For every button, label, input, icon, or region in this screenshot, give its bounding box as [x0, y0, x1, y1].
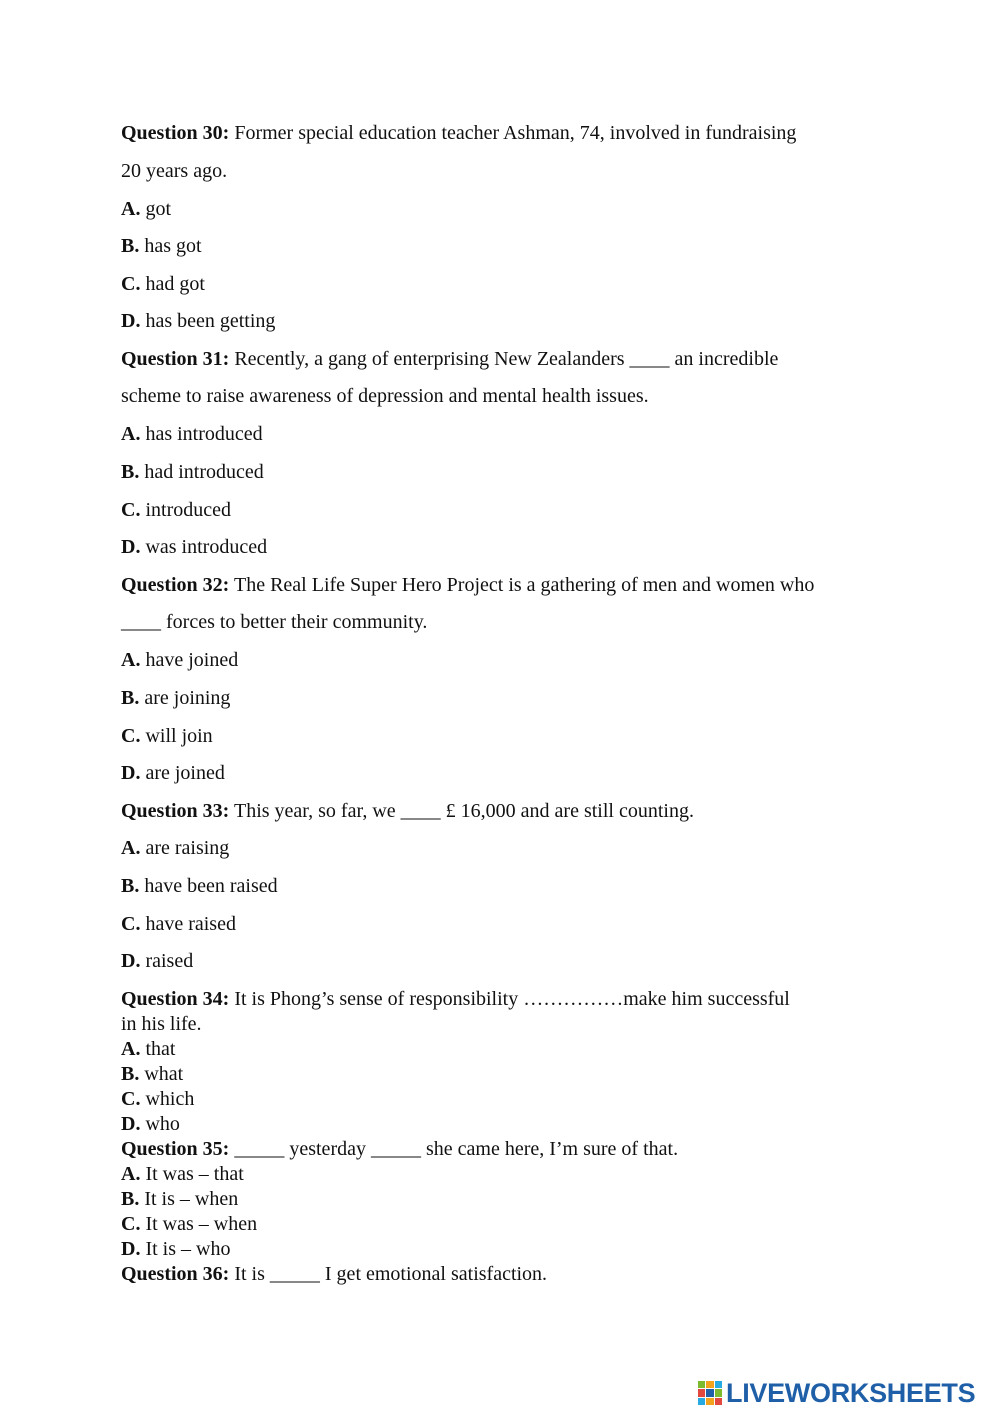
liveworksheets-logo[interactable]	[698, 1378, 975, 1408]
option-letter: D.	[121, 762, 141, 784]
option-letter: B.	[121, 1063, 140, 1085]
option-text: have joined	[140, 649, 239, 671]
liveworksheets-grid-icon	[698, 1381, 722, 1405]
option-letter: C.	[121, 499, 141, 521]
question-label: Question 35:	[121, 1138, 230, 1160]
option-b[interactable]	[121, 686, 230, 710]
option-letter: D.	[121, 950, 141, 972]
question-text: It is Phong’s sense of responsibility ……………make him successful	[229, 988, 790, 1010]
option-text: which	[140, 1088, 195, 1110]
question-text: ____ forces to better their community.	[121, 611, 428, 633]
question-34-line1	[121, 987, 790, 1011]
option-letter: B.	[121, 235, 140, 257]
option-letter: A.	[121, 649, 141, 671]
question-32-line2	[121, 610, 427, 634]
question-text: 20 years ago.	[121, 160, 228, 182]
option-d[interactable]	[121, 309, 275, 333]
question-32-line1	[121, 573, 814, 597]
option-letter: B.	[121, 1188, 140, 1210]
option-a[interactable]	[121, 1162, 244, 1186]
option-text: introduced	[140, 499, 231, 521]
option-text: was introduced	[140, 536, 268, 558]
option-letter: B.	[121, 687, 140, 709]
option-b[interactable]	[121, 234, 202, 258]
option-text: It is – when	[139, 1188, 239, 1210]
option-d[interactable]	[121, 1237, 230, 1261]
question-33-line1	[121, 799, 694, 823]
option-letter: A.	[121, 837, 141, 859]
question-label: Question 33:	[121, 800, 230, 822]
option-c[interactable]	[121, 1212, 257, 1236]
option-letter: D.	[121, 310, 141, 332]
question-36-line1	[121, 1262, 547, 1286]
question-text: It is _____ I get emotional satisfaction.	[229, 1263, 548, 1285]
question-31-line2	[121, 384, 649, 408]
option-letter: C.	[121, 913, 141, 935]
option-b[interactable]	[121, 1187, 238, 1211]
option-letter: C.	[121, 1088, 141, 1110]
option-text: raised	[140, 950, 194, 972]
option-text: have raised	[140, 913, 236, 935]
logo-text: LIVEWORKSHEETS	[726, 1378, 976, 1408]
option-c[interactable]	[121, 272, 205, 296]
option-c[interactable]	[121, 724, 213, 748]
option-text: has been getting	[140, 310, 276, 332]
option-text: had introduced	[139, 461, 264, 483]
question-35-line1	[121, 1137, 678, 1161]
option-text: had got	[140, 273, 205, 295]
option-b[interactable]	[121, 1062, 183, 1086]
option-letter: A.	[121, 1038, 141, 1060]
option-text: It was – when	[140, 1213, 258, 1235]
option-c[interactable]	[121, 1087, 194, 1111]
option-c[interactable]	[121, 498, 231, 522]
question-31-line1	[121, 347, 778, 371]
question-text: _____ yesterday _____ she came here, I’m sure of that.	[229, 1138, 679, 1160]
option-text: are joined	[140, 762, 225, 784]
option-letter: A.	[121, 1163, 141, 1185]
question-text: scheme to raise awareness of depression and mental health issues.	[121, 385, 649, 407]
question-label: Question 31:	[121, 348, 230, 370]
option-d[interactable]	[121, 1112, 180, 1136]
option-text: what	[139, 1063, 184, 1085]
option-a[interactable]	[121, 836, 229, 860]
question-30-line2	[121, 159, 227, 183]
option-text: are raising	[140, 837, 230, 859]
option-text: got	[140, 198, 172, 220]
option-a[interactable]	[121, 648, 238, 672]
question-text: Recently, a gang of enterprising New Zealanders ____ an incredible	[229, 348, 779, 370]
option-text: It was – that	[140, 1163, 244, 1185]
option-a[interactable]	[121, 197, 171, 221]
question-text: in his life.	[121, 1013, 202, 1035]
option-text: has got	[139, 235, 202, 257]
option-d[interactable]	[121, 761, 225, 785]
option-a[interactable]	[121, 1037, 175, 1061]
option-text: who	[140, 1113, 180, 1135]
option-letter: C.	[121, 725, 141, 747]
option-letter: A.	[121, 198, 141, 220]
question-30-line1	[121, 121, 796, 145]
option-letter: B.	[121, 461, 140, 483]
option-letter: A.	[121, 423, 141, 445]
question-label: Question 30:	[121, 122, 230, 144]
option-letter: C.	[121, 273, 141, 295]
question-34-line2	[121, 1012, 202, 1036]
option-letter: D.	[121, 1238, 141, 1260]
option-text: It is – who	[140, 1238, 231, 1260]
question-text: Former special education teacher Ashman, 74, involved in fundraising	[229, 122, 797, 144]
option-letter: D.	[121, 536, 141, 558]
question-text: This year, so far, we ____ £ 16,000 and are still counting.	[229, 800, 694, 822]
question-label: Question 36:	[121, 1263, 230, 1285]
option-a[interactable]	[121, 422, 263, 446]
option-letter: D.	[121, 1113, 141, 1135]
option-c[interactable]	[121, 912, 236, 936]
option-d[interactable]	[121, 535, 267, 559]
question-label: Question 34:	[121, 988, 230, 1010]
question-text: The Real Life Super Hero Project is a gathering of men and women who	[229, 574, 815, 596]
option-text: that	[140, 1038, 176, 1060]
question-label: Question 32:	[121, 574, 230, 596]
option-text: are joining	[139, 687, 231, 709]
option-b[interactable]	[121, 874, 278, 898]
option-b[interactable]	[121, 460, 264, 484]
option-text: will join	[140, 725, 213, 747]
option-d[interactable]	[121, 949, 193, 973]
option-text: have been raised	[139, 875, 278, 897]
option-letter: C.	[121, 1213, 141, 1235]
option-text: has introduced	[140, 423, 263, 445]
option-letter: B.	[121, 875, 140, 897]
